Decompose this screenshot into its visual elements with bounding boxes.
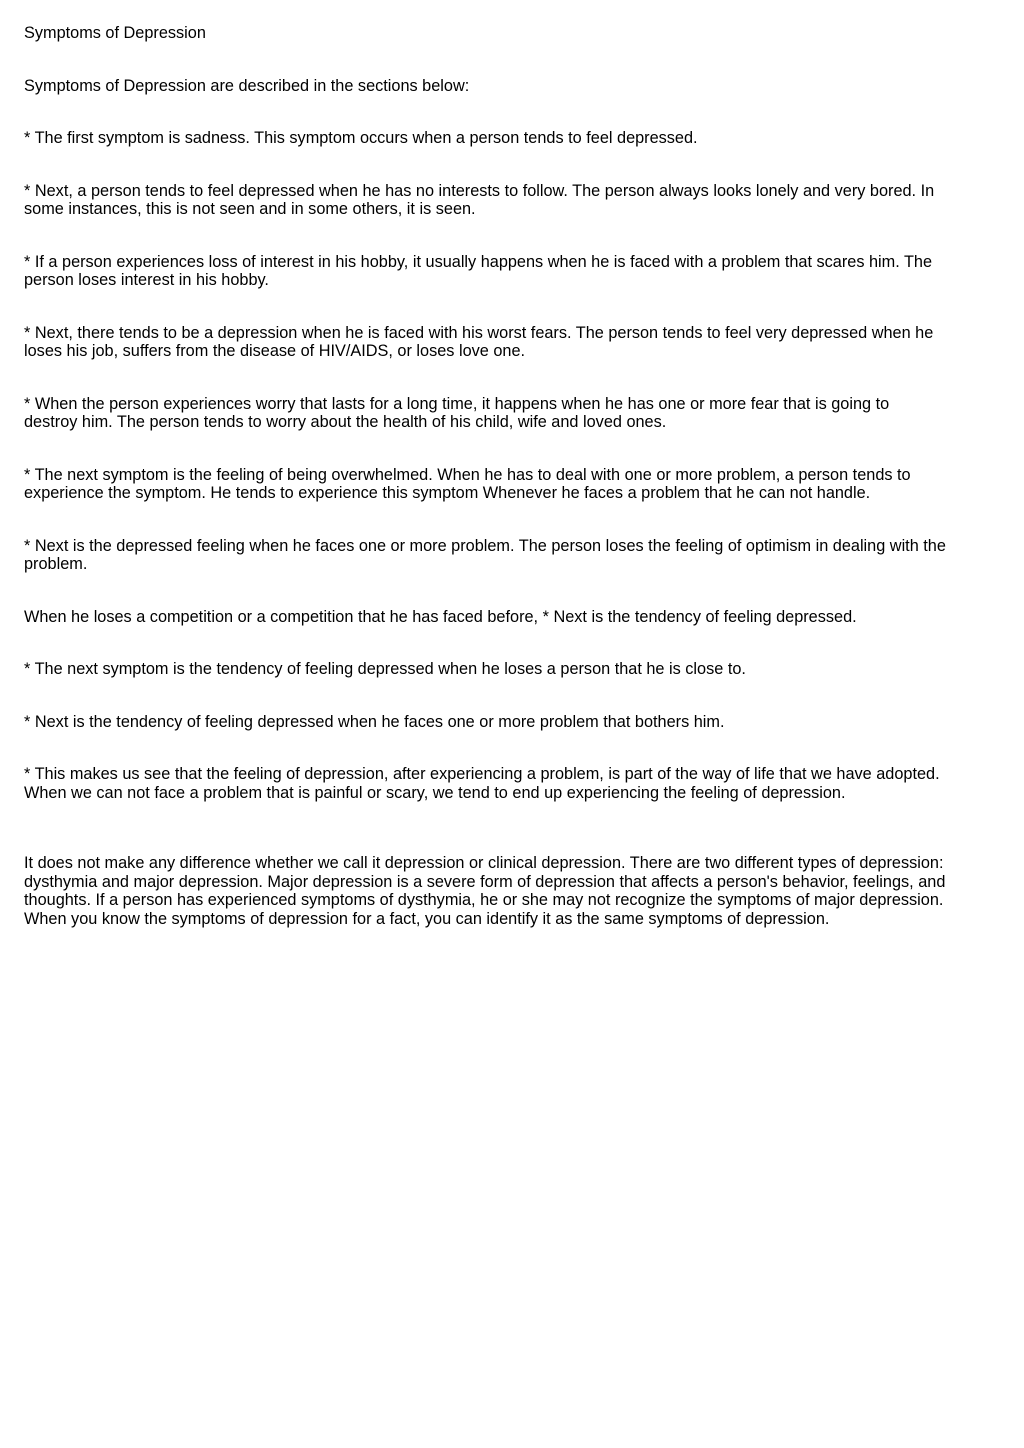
document-title: Symptoms of Depression (24, 24, 206, 42)
paragraph-line: some instances, this is not seen and in some others, it is seen. (24, 200, 476, 218)
paragraph-line: It does not make any difference whether we call it depression or clinical depression. There are two different types of depression: (24, 854, 944, 872)
paragraph-line: * The next symptom is the tendency of feeling depressed when he loses a person that he is close to. (24, 660, 746, 678)
symptom-list (24, 129, 1004, 802)
symptom-paragraph (24, 608, 1004, 627)
paragraph-line: * Next is the depressed feeling when he faces one or more problem. The person loses the feeling of optimism in dealing with the (24, 536, 946, 555)
paragraph-line: experience the symptom. He tends to experience this symptom Whenever he faces a problem that he can not handle. (24, 484, 871, 502)
symptom-paragraph (24, 129, 1004, 148)
symptom-paragraph (24, 466, 1004, 503)
paragraph-line: When you know the symptoms of depression for a fact, you can identify it as the same symptoms of depression. (24, 909, 830, 928)
symptom-paragraph (24, 660, 1004, 679)
paragraph-line: * The next symptom is the feeling of being overwhelmed. When he has to deal with one or more problem, a person tends to (24, 465, 911, 484)
paragraph-line: * This makes us see that the feeling of depression, after experiencing a problem, is part of the way of life that we have adopted. (24, 765, 940, 783)
paragraph-line: When he loses a competition or a competition that he has faced before, * Next is the tendency of feeling depressed. (24, 607, 857, 626)
symptom-paragraph (24, 182, 1004, 219)
symptom-paragraph (24, 713, 1004, 732)
paragraph-line: dysthymia and major depression. Major depression is a severe form of depression that affects a person's behavior, feelings, and (24, 872, 946, 891)
intro-paragraph: Symptoms of Depression are described in the sections below: (24, 76, 470, 95)
symptom-paragraph (24, 395, 1004, 432)
symptom-paragraph (24, 537, 1004, 574)
paragraph-line: * When the person experiences worry that lasts for a long time, it happens when he has one or more fear that is going to (24, 394, 890, 413)
document-page (24, 24, 1004, 928)
paragraph-line: person loses interest in his hobby. (24, 271, 269, 289)
paragraph-line: * If a person experiences loss of interest in his hobby, it usually happens when he is faced with a problem that scares him. The (24, 252, 933, 271)
paragraph-line: problem. (24, 555, 88, 573)
paragraph-line: thoughts. If a person has experienced symptoms of dysthymia, he or she may not recognize the symptoms of major depression. (24, 891, 944, 909)
paragraph-line: * Next, there tends to be a depression when he is faced with his worst fears. The person tends to feel very depressed when he (24, 323, 934, 342)
paragraph-line: destroy him. The person tends to worry about the health of his child, wife and loved ones. (24, 413, 667, 431)
symptom-paragraph (24, 253, 1004, 290)
paragraph-line: * The first symptom is sadness. This symptom occurs when a person tends to feel depressed. (24, 129, 698, 147)
paragraph-line: * Next is the tendency of feeling depressed when he faces one or more problem that bothers him. (24, 712, 725, 731)
paragraph-line: * Next, a person tends to feel depressed when he has no interests to follow. The person always looks lonely and very bored. In (24, 181, 935, 200)
symptom-paragraph (24, 324, 1004, 361)
closing-paragraph (24, 854, 1004, 928)
symptom-paragraph (24, 765, 1004, 802)
paragraph-line: loses his job, suffers from the disease of HIV/AIDS, or loses love one. (24, 342, 526, 360)
paragraph-line: When we can not face a problem that is painful or scary, we tend to end up experiencing the feeling of depression. (24, 783, 846, 802)
